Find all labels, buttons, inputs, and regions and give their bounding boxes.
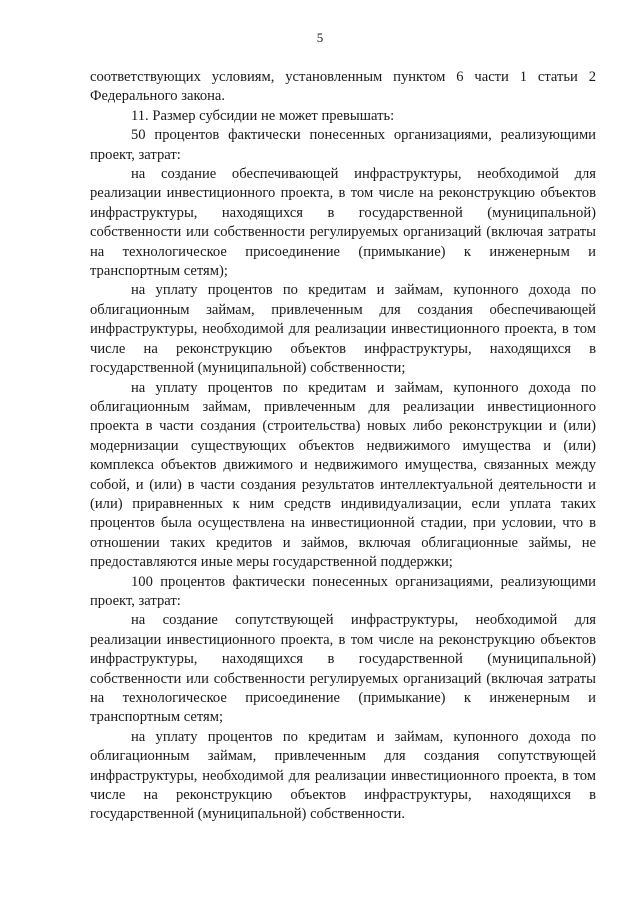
paragraph-100-percent: 100 процентов фактически понесенных организациями, реализующими проект, затрат: <box>90 573 596 609</box>
paragraph-interest-infrastructure: на уплату процентов по кредитам и займам, купонного дохода по облигационным займам, привлеченным для создания обеспечивающей инфраструктуры, необходимой для реализации инвестиционного проекта, в том числе на реконструкцию объектов инфраструктуры, находящихся в государственной (муниципальной) собственности; <box>90 282 596 377</box>
paragraph-accompanying-infrastructure: на создание сопутствующей инфраструктуры, необходимой для реализации инвестиционного проекта, в том числе на реконструкцию объектов инфраструктуры, находящихся в государственной (муниципальной) собственности или собственности регулируемых организаций (включая затраты на технологическое присоединение (примыкание) к инженерным и транспортным сетям; <box>90 612 596 726</box>
paragraph-interest-accompanying-infrastructure: на уплату процентов по кредитам и займам, купонного дохода по облигационным займам, привлеченным для создания сопутствующей инфраструктуры, необходимой для реализации инвестиционного проекта, в том числе на реконструкцию объектов инфраструктуры, находящихся в государственной (муниципальной) собственности. <box>90 728 596 823</box>
paragraph-interest-investment-project: на уплату процентов по кредитам и займам, купонного дохода по облигационным займам, привлеченным для реализации инвестиционного проекта в части создания (строительства) новых либо реконструкции и (или) модернизации существующих объектов недвижимого имущества и (или) комплекса объектов движимого и недвижимого имущества, связанных между собой, и (или) в части создания результатов интеллектуальной деятельности и (или) приравненных к ним средств индивидуализации, если уплата таких процентов была осуществлена на инвестиционной стадии, при условии, что в отношении таких кредитов и займов, включая облигационные займы, не предоставляются иные меры государственной поддержки; <box>90 379 596 571</box>
page-number: 5 <box>316 30 324 45</box>
document-body <box>90 68 596 825</box>
paragraph-50-percent: 50 процентов фактически понесенных организациями, реализующими проект, затрат: <box>90 127 596 163</box>
paragraph-supporting-infrastructure: на создание обеспечивающей инфраструктуры, необходимой для реализации инвестиционного проекта, в том числе на реконструкцию объектов инфраструктуры, находящихся в государственной (муниципальной) собственности или собственности регулируемых организаций (включая затраты на технологическое присоединение (примыкание) к инженерным и транспортным сетям); <box>90 166 596 280</box>
paragraph-item-11: 11. Размер субсидии не может превышать: <box>131 107 395 124</box>
paragraph-continuation: соответствующих условиям, установленным пунктом 6 части 1 статьи 2 Федерального закона. <box>90 69 596 105</box>
